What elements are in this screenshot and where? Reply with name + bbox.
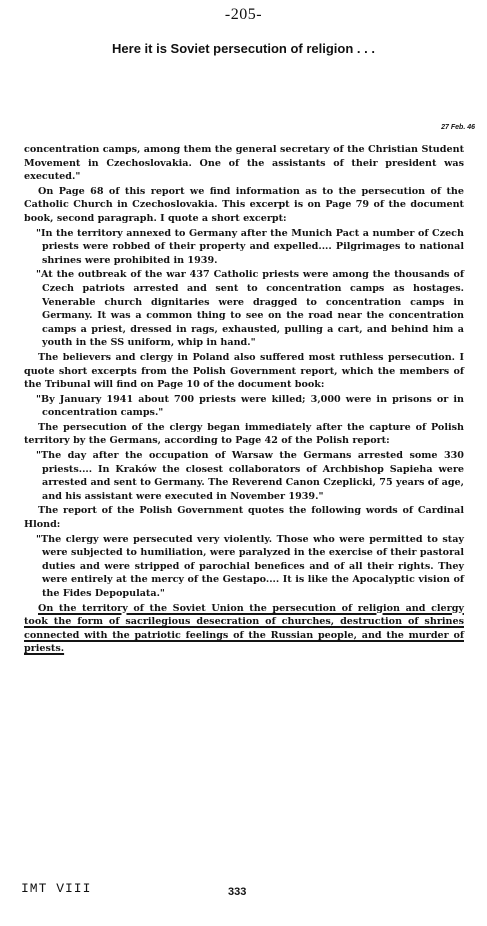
page-number: -205- [224, 6, 263, 23]
page-heading: Here it is Soviet persecution of religion . . . [112, 41, 375, 56]
quote-4: "The day after the occupation of Warsaw the Germans arrested some 330 priests.... In Kraków the closest collaborators of Archbishop Sapieha were arrested and sent to Germany. The Reverend Canon Czeplicki, 75 years of age, and his assistant were executed in November 1939." [36, 450, 464, 502]
paragraph-1: concentration camps, among them the general secretary of the Christian Student Movement in Czechoslovakia. One of the assistants of their president was executed." [24, 144, 464, 183]
paragraph-6-underlined: On the territory of the Soviet Union the persecution of religion and clergy took the form of sacrilegious desecration of churches, destruction of shrines connected with the patriotic feelings of the Russian people, and the murder of priests. [24, 602, 464, 655]
paragraph-5: The report of the Polish Government quotes the following words of Cardinal Hlond: [24, 505, 464, 531]
paragraph-2: On Page 68 of this report we find information as to the persecution of the Catholic Church in Czechoslovakia. This excerpt is on Page 79 of the document book, second paragraph. I quote a short excerpt: [24, 185, 464, 224]
footer-volume: IMT VIII [21, 881, 92, 896]
body-text [24, 143, 464, 657]
paragraph-3: The believers and clergy in Poland also suffered most ruthless persecution. I quote short excerpts from the Polish Government report, which the members of the Tribunal will find on Page 10 of the document book: [24, 351, 464, 391]
date-mark: 27 Feb. 46 [441, 124, 475, 131]
quote-5: "The clergy were persecuted very violently. Those who were permitted to stay were subjected to humiliation, were paralyzed in the exercise of their pastoral duties and were stripped of parochial benefices and of all their rights. They were entirely at the mercy of the Gestapo.... It is like the Apocalyptic vision of the Fides Depopulata." [36, 533, 464, 599]
footer-page-number: 333 [228, 886, 247, 898]
quote-3: "By January 1941 about 700 priests were killed; 3,000 were in prisons or in concentration camps." [36, 393, 464, 419]
quote-2: "At the outbreak of the war 437 Catholic priests were among the thousands of Czech patriots arrested and sent to concentration camps as hostages. Venerable church dignitaries were dragged to concentration camps in Germany. It was a common thing to see on the road near the concentration camps a priest, dressed in rags, exhausted, pulling a cart, and behind him a youth in the SS uniform, whip in hand." [36, 269, 464, 349]
paragraph-4: The persecution of the clergy began immediately after the capture of Polish territory by the Germans, according to Page 42 of the Polish report: [24, 421, 464, 447]
quote-1: "In the territory annexed to Germany after the Munich Pact a number of Czech priests were robbed of their property and expelled.... Pilgrimages to national shrines were prohibited in 1939. [36, 227, 464, 266]
